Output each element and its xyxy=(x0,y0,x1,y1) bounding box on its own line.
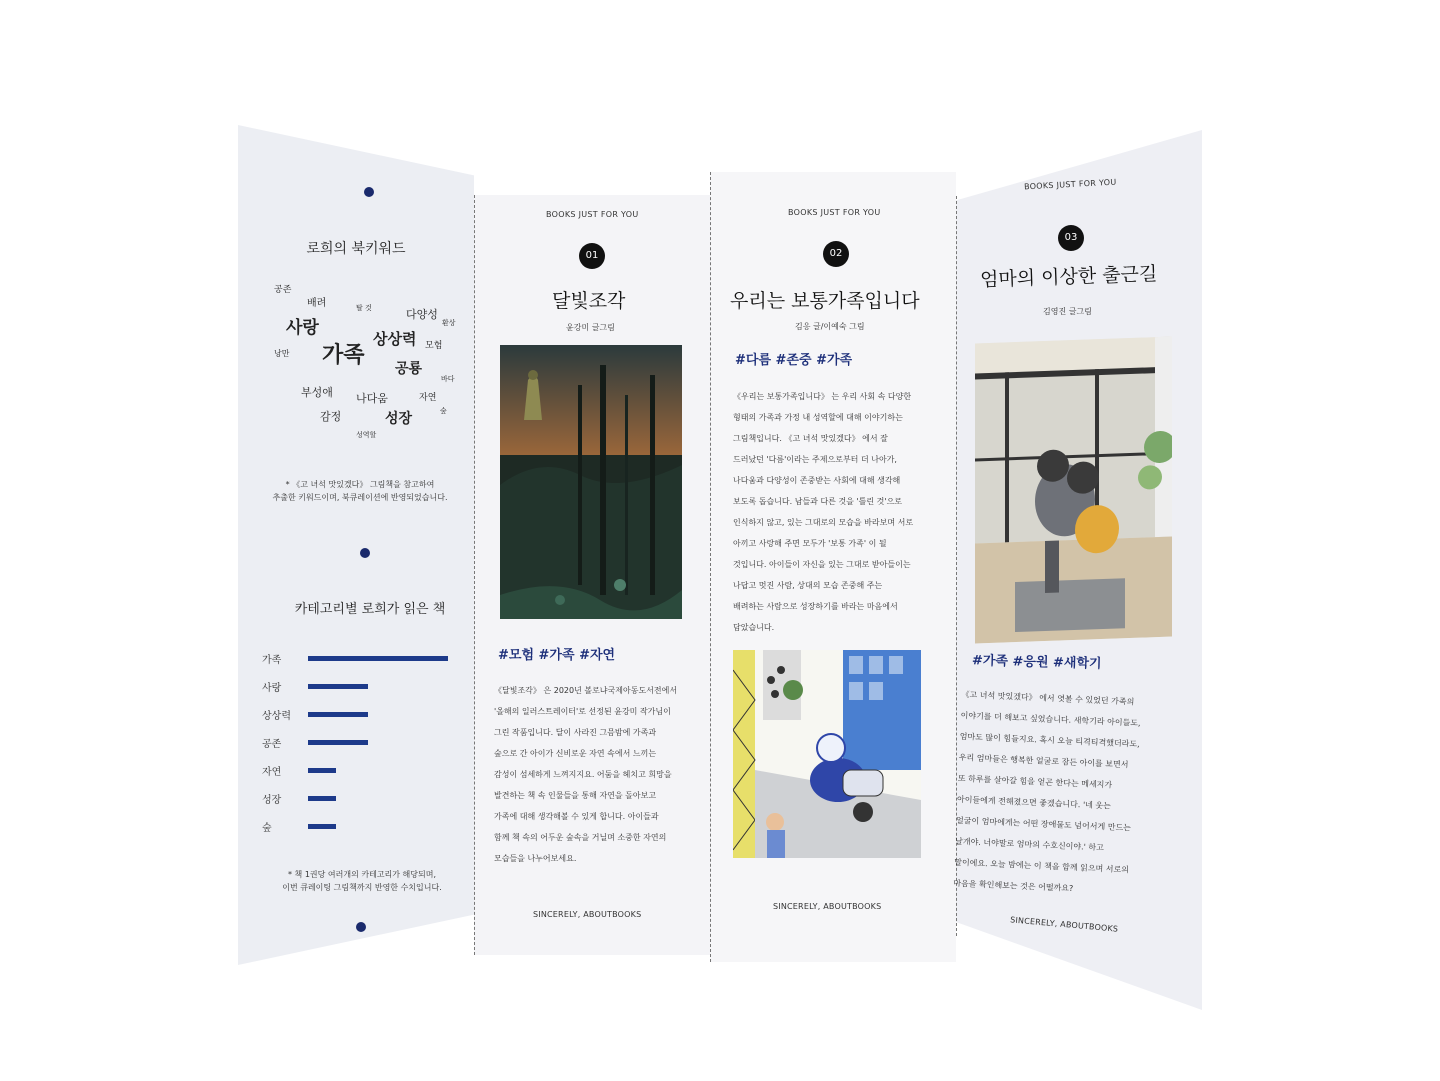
keyword-note xyxy=(260,478,460,504)
section-dot xyxy=(364,187,374,197)
keyword: 부성애 xyxy=(301,386,333,399)
book-hashtags: #가족 #응원 #새학기 xyxy=(971,653,1102,672)
description-line: 《우리는 보통가족입니다》 는 우리 사회 속 다양한 xyxy=(733,392,912,401)
book-illustration-family xyxy=(733,650,921,858)
book-title: 달빛조각 xyxy=(552,290,626,312)
keyword: 성장 xyxy=(385,411,413,427)
keyword: 가족 xyxy=(322,343,365,368)
description-line: 보도록 돕습니다. 남들과 다른 것을 '틀린 것'으로 xyxy=(733,497,903,506)
description-line: 엄마도 많이 힘들지요. 혹시 오늘 티격티격했더라도, xyxy=(959,731,1140,749)
mom-hug-illustration xyxy=(975,337,1172,644)
category-label: 성장 xyxy=(262,795,282,806)
description-line: 감성이 섬세하게 느껴지지요. 어둠을 헤치고 희망을 xyxy=(494,770,672,779)
description-line: 얼굴이 엄마에게는 어떤 장애물도 넘어서게 만드는 xyxy=(955,815,1132,833)
description-line: 말이에요. 오늘 밤에는 이 책을 함께 읽으며 서로의 xyxy=(954,857,1130,875)
section-dot xyxy=(360,548,370,558)
category-bar xyxy=(308,684,368,689)
description-line: 숲으로 간 아이가 신비로운 자연 속에서 느끼는 xyxy=(494,749,657,758)
category-label: 상상력 xyxy=(262,711,291,722)
category-bar xyxy=(308,656,448,661)
description-line: 가족에 대해 생각해볼 수 있게 합니다. 아이들과 xyxy=(494,812,659,821)
books-just-for-you-label: BOOKS JUST FOR YOU xyxy=(546,210,639,219)
description-line: 우리 엄마들은 행복한 얼굴로 잠든 아이를 보면서 xyxy=(958,752,1129,770)
category-note-line: * 책 1권당 여러개의 카테고리가 해당되며, xyxy=(288,870,436,879)
keyword: 모험 xyxy=(425,341,443,351)
book-cover-mom-commute xyxy=(975,337,1172,644)
category-label: 가족 xyxy=(262,655,282,666)
fold-line xyxy=(474,195,475,955)
keyword: 배려 xyxy=(307,298,327,309)
keyword-note-line: 추출한 키워드이며, 북큐레이션에 반영되었습니다. xyxy=(272,493,448,502)
category-title: 카테고리별 로희가 읽은 책 xyxy=(294,602,446,617)
category-label: 공존 xyxy=(262,739,282,750)
keyword: 감정 xyxy=(320,410,342,423)
book-description xyxy=(494,680,699,869)
keyword: 공룡 xyxy=(395,361,423,377)
keyword: 낭만 xyxy=(274,349,290,358)
description-line: 마음을 확인해보는 것은 어떨까요? xyxy=(953,878,1074,894)
category-label: 자연 xyxy=(262,767,282,778)
description-line: 그린 작품입니다. 달이 사라진 그믐밤에 가족과 xyxy=(494,728,657,737)
keyword: 숲 xyxy=(440,407,447,415)
category-bar xyxy=(308,740,368,745)
book-author: 김영진 글그림 xyxy=(1043,307,1092,316)
book-title: 엄마의 이상한 출근길 xyxy=(979,262,1158,292)
description-line: 아이들에게 전해졌으면 좋겠습니다. '네 웃는 xyxy=(956,794,1112,811)
description-line: 담았습니다. xyxy=(733,623,775,632)
category-note xyxy=(262,868,462,894)
book-hashtags: #모험 #가족 #자연 xyxy=(498,648,616,663)
description-line: 아끼고 사랑해 주면 모두가 '보통 가족' 이 될 xyxy=(733,539,887,548)
description-line: 모습들을 나누어보세요. xyxy=(494,854,577,863)
keyword: 사랑 xyxy=(286,318,319,338)
description-line: 날개야. 너야말로 엄마의 수호신이야.' 하고 xyxy=(954,836,1105,853)
description-line: 《고 녀석 맛있겠다》 에서 엿볼 수 있었던 가족의 xyxy=(961,689,1135,707)
book-title: 우리는 보통가족입니다 xyxy=(730,290,920,312)
keyword: 다양성 xyxy=(406,308,438,321)
keyword: 바다 xyxy=(441,375,455,383)
book-number-badge: 02 xyxy=(823,241,849,267)
signature: SINCERELY, ABOUTBOOKS xyxy=(773,902,882,911)
description-line: 또 하루를 살아갈 힘을 얻곤 한다는 메세지가 xyxy=(957,773,1113,790)
category-note-line: 이번 큐레이팅 그림책까지 반영한 수치입니다. xyxy=(282,883,442,892)
description-line: 나다움과 다양성이 존중받는 사회에 대해 생각해 xyxy=(733,476,901,485)
signature: SINCERELY, ABOUTBOOKS xyxy=(1009,915,1119,934)
book-number-badge: 01 xyxy=(579,243,605,269)
book-description xyxy=(733,386,945,638)
book-hashtags: #다름 #존중 #가족 xyxy=(735,353,853,368)
book-author: 윤강미 글그림 xyxy=(566,323,615,332)
keyword: 환상 xyxy=(442,319,456,327)
keyword: 성역할 xyxy=(356,431,377,439)
keyword-title: 로희의 북키워드 xyxy=(306,241,406,257)
book-number-badge: 03 xyxy=(1058,225,1084,251)
books-just-for-you-label: BOOKS JUST FOR YOU xyxy=(1023,177,1117,192)
description-line: 배려하는 사람으로 성장하기를 바라는 마음에서 xyxy=(733,602,898,611)
category-bar xyxy=(308,768,336,773)
keyword: 자연 xyxy=(419,393,437,403)
description-line: 발견하는 책 속 인물들을 통해 자연을 돌아보고 xyxy=(494,791,657,800)
book-author: 김응 글/이예숙 그림 xyxy=(795,322,865,331)
description-line: 드러났던 '다름'이라는 주제으로부터 더 나아가, xyxy=(733,455,897,464)
section-dot xyxy=(356,922,366,932)
keyword: 나다움 xyxy=(356,392,388,405)
keyword-note-line: * 《고 녀석 맛있겠다》 그림책을 참고하여 xyxy=(285,480,435,489)
book-cover-moonlight xyxy=(500,345,682,619)
book-description xyxy=(953,684,1176,903)
description-line: 그림책입니다. 《고 녀석 맛있겠다》 에서 잘 xyxy=(733,434,888,443)
category-label: 숲 xyxy=(262,823,272,834)
forest-night-illustration xyxy=(500,345,682,619)
fold-line xyxy=(710,172,711,962)
keyword: 공존 xyxy=(274,285,292,295)
keyword: 상상력 xyxy=(373,330,417,348)
keyword: 탈 것 xyxy=(356,304,372,312)
description-line: 인식하지 않고, 있는 그대로의 모습을 바라보며 서로 xyxy=(733,518,914,527)
description-line: 《달빛조각》 은 2020년 볼로냐국제아동도서전에서 xyxy=(494,686,678,695)
description-line: 나답고 멋진 사람, 상대의 모습 존중해 주는 xyxy=(733,581,883,590)
category-bar xyxy=(308,824,336,829)
category-label: 사랑 xyxy=(262,683,282,694)
category-bar xyxy=(308,796,336,801)
signature: SINCERELY, ABOUTBOOKS xyxy=(533,910,642,919)
description-line: 이야기를 더 해보고 싶었습니다. 새학기라 아이들도, xyxy=(960,710,1141,728)
description-line: 함께 책 속의 어두운 숲속을 거닐며 소중한 자연의 xyxy=(494,833,667,842)
books-just-for-you-label: BOOKS JUST FOR YOU xyxy=(788,208,881,217)
description-line: 형태의 가족과 가정 내 성역할에 대해 이야기하는 xyxy=(733,413,903,422)
category-bar xyxy=(308,712,368,717)
description-line: 것입니다. 아이들이 자신을 있는 그대로 받아들이는 xyxy=(733,560,911,569)
city-motorbike-illustration xyxy=(733,650,921,858)
description-line: '올해의 일러스트레이터'로 선정된 윤강미 작가님이 xyxy=(494,707,671,716)
